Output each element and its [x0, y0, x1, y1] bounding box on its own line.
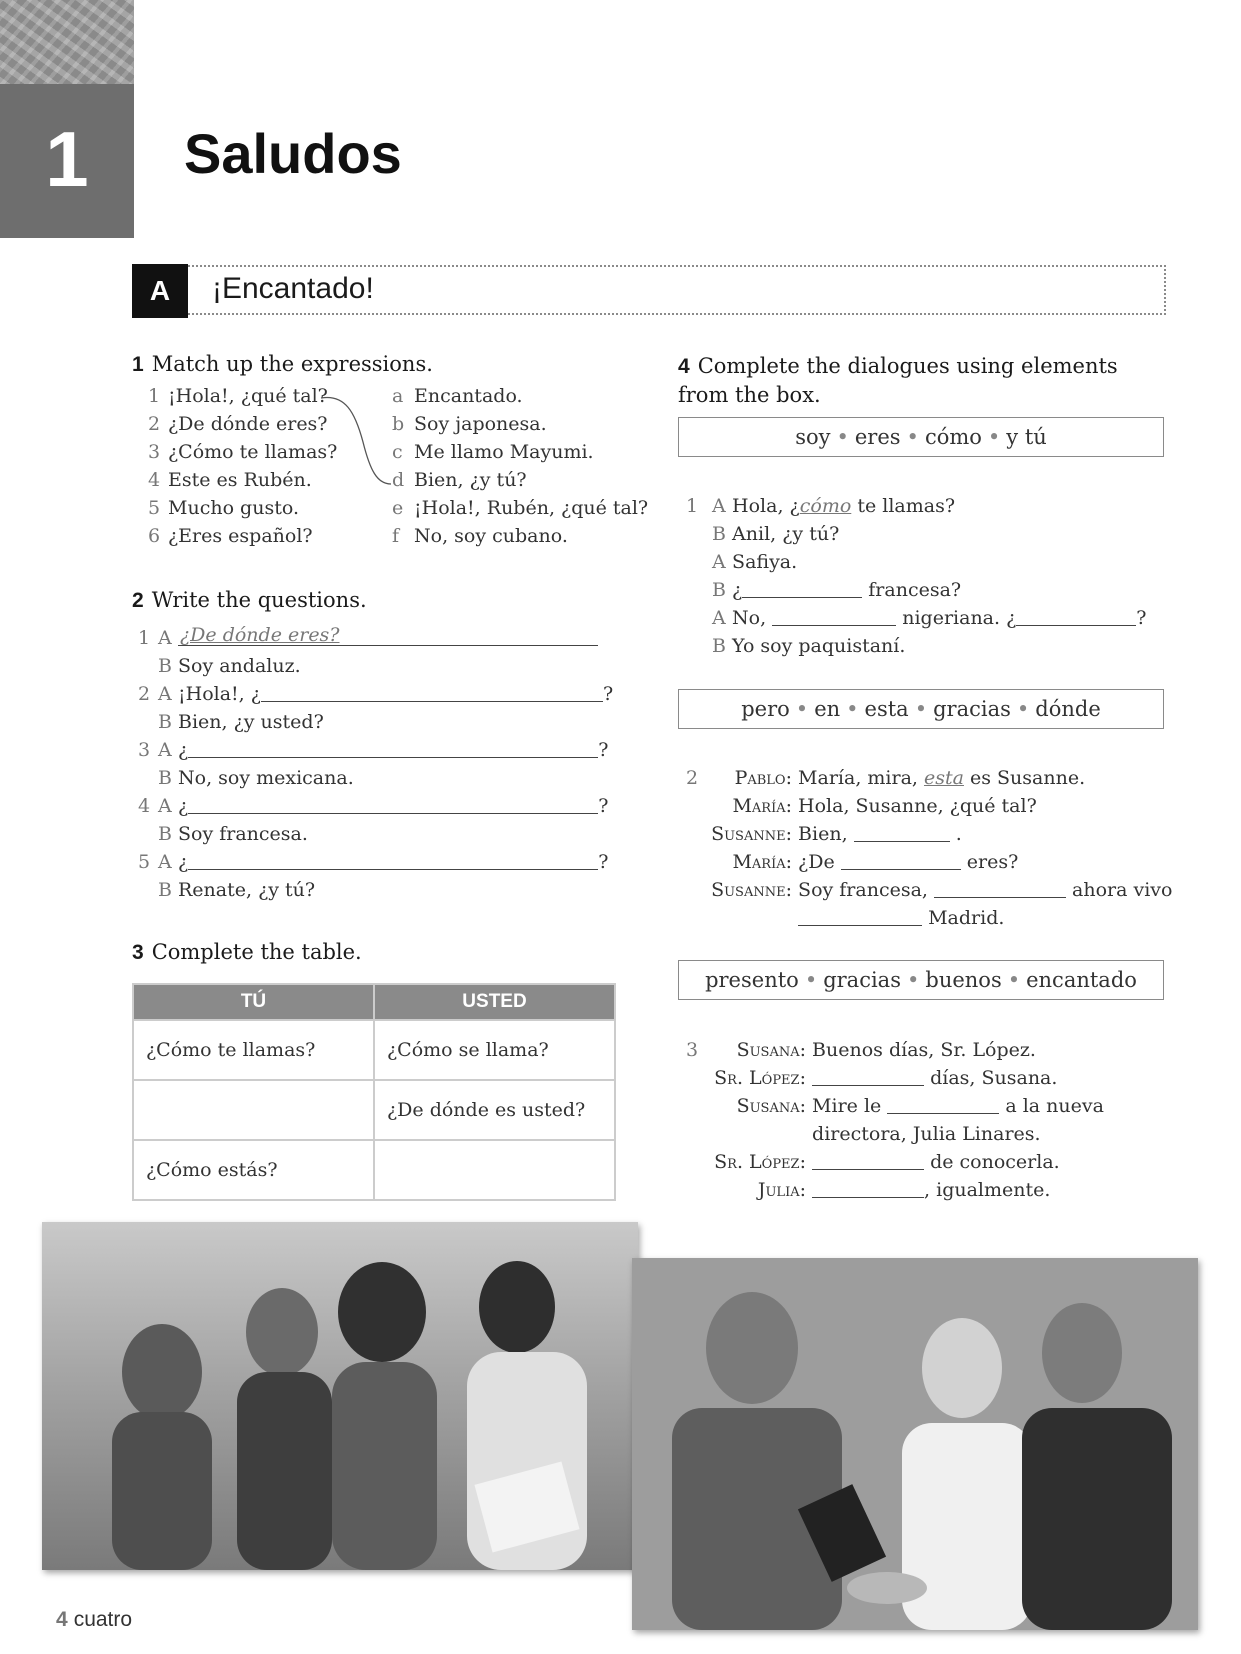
chapter-tab-texture	[0, 0, 134, 84]
list-item: B No, soy mexicana.	[158, 767, 354, 789]
ex4-title-line1: Complete the dialogues using elements	[697, 354, 1118, 378]
dialogue-line: Sr. López: de conocerla.	[714, 1151, 1060, 1173]
list-item: 3 ¿Cómo te llamas?	[148, 441, 338, 463]
dialogue-line: A Safiya.	[712, 551, 798, 573]
dialogue-line: Julia: , igualmente.	[757, 1179, 1051, 1201]
section-title: ¡Encantado!	[212, 272, 374, 305]
list-item: 4 A ¿ ?	[138, 795, 609, 817]
ex2-number: 2	[132, 589, 144, 612]
list-item: 4 Este es Rubén.	[148, 469, 312, 491]
answer-line[interactable]	[854, 821, 950, 842]
ex1-right-list	[392, 382, 648, 550]
ex1-title: Match up the expressions.	[151, 352, 433, 376]
list-item: 6 ¿Eres español?	[148, 525, 313, 547]
list-item: B Renate, ¿y tú?	[158, 879, 316, 901]
list-item: B Soy andaluz.	[158, 655, 301, 677]
table-row	[133, 1080, 615, 1140]
answer-line[interactable]	[887, 1093, 999, 1114]
photo-business-illustration	[632, 1258, 1198, 1630]
list-item: e ¡Hola!, Rubén, ¿qué tal?	[392, 497, 649, 519]
list-item: d Bien, ¿y tú?	[392, 469, 527, 491]
section-letter: A	[132, 264, 188, 318]
ex1-heading	[132, 352, 433, 377]
page-number: 4	[56, 1608, 68, 1631]
dialogue-line: María: ¿De eres?	[732, 851, 1019, 873]
dialogue-line: Sr. López: días, Susana.	[714, 1067, 1058, 1089]
match-example-line	[315, 392, 395, 492]
chapter-title: Saludos	[184, 122, 402, 185]
dialogue-line: B Yo soy paquistaní.	[712, 635, 906, 657]
answer-line[interactable]	[742, 577, 862, 598]
ex2-title: Write the questions.	[151, 588, 367, 612]
dialogue-line: 3 Susana: Buenos días, Sr. López.	[686, 1039, 1036, 1061]
answer-line[interactable]	[812, 1149, 924, 1170]
table-row	[133, 1140, 615, 1200]
table-header-usted: USTED	[374, 984, 615, 1020]
list-item: B Soy francesa.	[158, 823, 308, 845]
dialogue-line: A No, nigeriana. ¿ ?	[712, 607, 1147, 629]
ex2-list	[138, 624, 613, 904]
page-footer	[56, 1608, 132, 1632]
ex4-heading	[678, 352, 1118, 409]
answer-line[interactable]	[934, 877, 1066, 898]
answer-line[interactable]	[188, 849, 598, 870]
dialogue-line: Susanne: Soy francesa, ahora vivo	[711, 879, 1173, 901]
answer-line[interactable]	[812, 1177, 924, 1198]
ex3-heading	[132, 940, 362, 965]
dialogue-line: Susanne: Bien, .	[711, 823, 962, 845]
ex3-title: Complete the table.	[151, 940, 362, 964]
dialogue-3	[686, 1036, 1104, 1204]
table-header-tu: TÚ	[133, 984, 374, 1020]
ex2-heading	[132, 588, 367, 613]
table-cell: ¿Cómo te llamas?	[133, 1020, 374, 1080]
list-item: 1 ¡Hola!, ¿qué tal?	[148, 385, 328, 407]
answer-line[interactable]	[772, 605, 896, 626]
answer-line[interactable]	[178, 625, 598, 646]
table-cell: ¿De dónde es usted?	[374, 1080, 615, 1140]
list-item: 3 A ¿ ?	[138, 739, 609, 761]
list-item: 2 A ¡Hola!, ¿ ?	[138, 683, 614, 705]
chapter-number: 1	[45, 115, 89, 203]
word-box-1: soy • eres • cómo • y tú	[678, 417, 1164, 457]
answer-line[interactable]	[1016, 605, 1136, 626]
list-item: 2 ¿De dónde eres?	[148, 413, 328, 435]
dialogue-1	[686, 492, 1146, 660]
dialogue-line: 2 Pablo: María, mira, esta es Susanne.	[686, 767, 1086, 789]
table-cell-blank[interactable]	[133, 1080, 374, 1140]
answer-line[interactable]	[261, 681, 603, 702]
answer-line[interactable]	[798, 905, 922, 926]
word-box-3: presento • gracias • buenos • encantado	[678, 960, 1164, 1000]
ex1-left-list	[148, 382, 337, 550]
ex4-title-line2: from the box.	[678, 383, 821, 407]
ex3-number: 3	[132, 941, 144, 964]
answer-line[interactable]	[812, 1065, 924, 1086]
list-item: 1 A ¿De dónde eres?	[138, 624, 613, 652]
table-cell: ¿Cómo se llama?	[374, 1020, 615, 1080]
answer-line[interactable]	[841, 849, 961, 870]
table-row	[133, 1020, 615, 1080]
list-item: 5 Mucho gusto.	[148, 497, 299, 519]
conjugation-table	[132, 983, 616, 1201]
page-word: cuatro	[73, 1608, 133, 1631]
ex4-number: 4	[678, 355, 690, 378]
dialogue-line: B ¿ francesa?	[712, 579, 962, 601]
dialogue-line: Madrid.	[686, 904, 1172, 932]
dialogue-line: B Anil, ¿y tú?	[712, 523, 840, 545]
sample-answer: cómo	[799, 495, 852, 517]
list-item: c Me llamo Mayumi.	[392, 441, 594, 463]
word-box-2: pero • en • esta • gracias • dónde	[678, 689, 1164, 729]
dialogue-line: directora, Julia Linares.	[812, 1123, 1041, 1145]
sample-answer: ¿De dónde eres?	[180, 624, 340, 646]
photo-friends	[42, 1222, 638, 1570]
table-cell-blank[interactable]	[374, 1140, 615, 1200]
dialogue-line: Susana: Mire le a la nueva	[736, 1095, 1104, 1117]
list-item: 5 A ¿ ?	[138, 851, 609, 873]
list-item: f No, soy cubano.	[392, 525, 568, 547]
photo-business	[632, 1258, 1198, 1630]
list-item: b Soy japonesa.	[392, 413, 547, 435]
ex1-number: 1	[132, 353, 144, 376]
dialogue-line: María: Hola, Susanne, ¿qué tal?	[732, 795, 1037, 817]
table-cell: ¿Cómo estás?	[133, 1140, 374, 1200]
answer-line[interactable]	[188, 737, 598, 758]
list-item: a Encantado.	[392, 385, 523, 407]
answer-line[interactable]	[188, 793, 598, 814]
list-item: B Bien, ¿y usted?	[158, 711, 324, 733]
photo-friends-illustration	[42, 1222, 638, 1570]
dialogue-line: 1 A Hola, ¿cómo te llamas?	[686, 495, 956, 517]
dialogue-2	[686, 764, 1172, 932]
sample-answer: esta	[923, 767, 964, 789]
